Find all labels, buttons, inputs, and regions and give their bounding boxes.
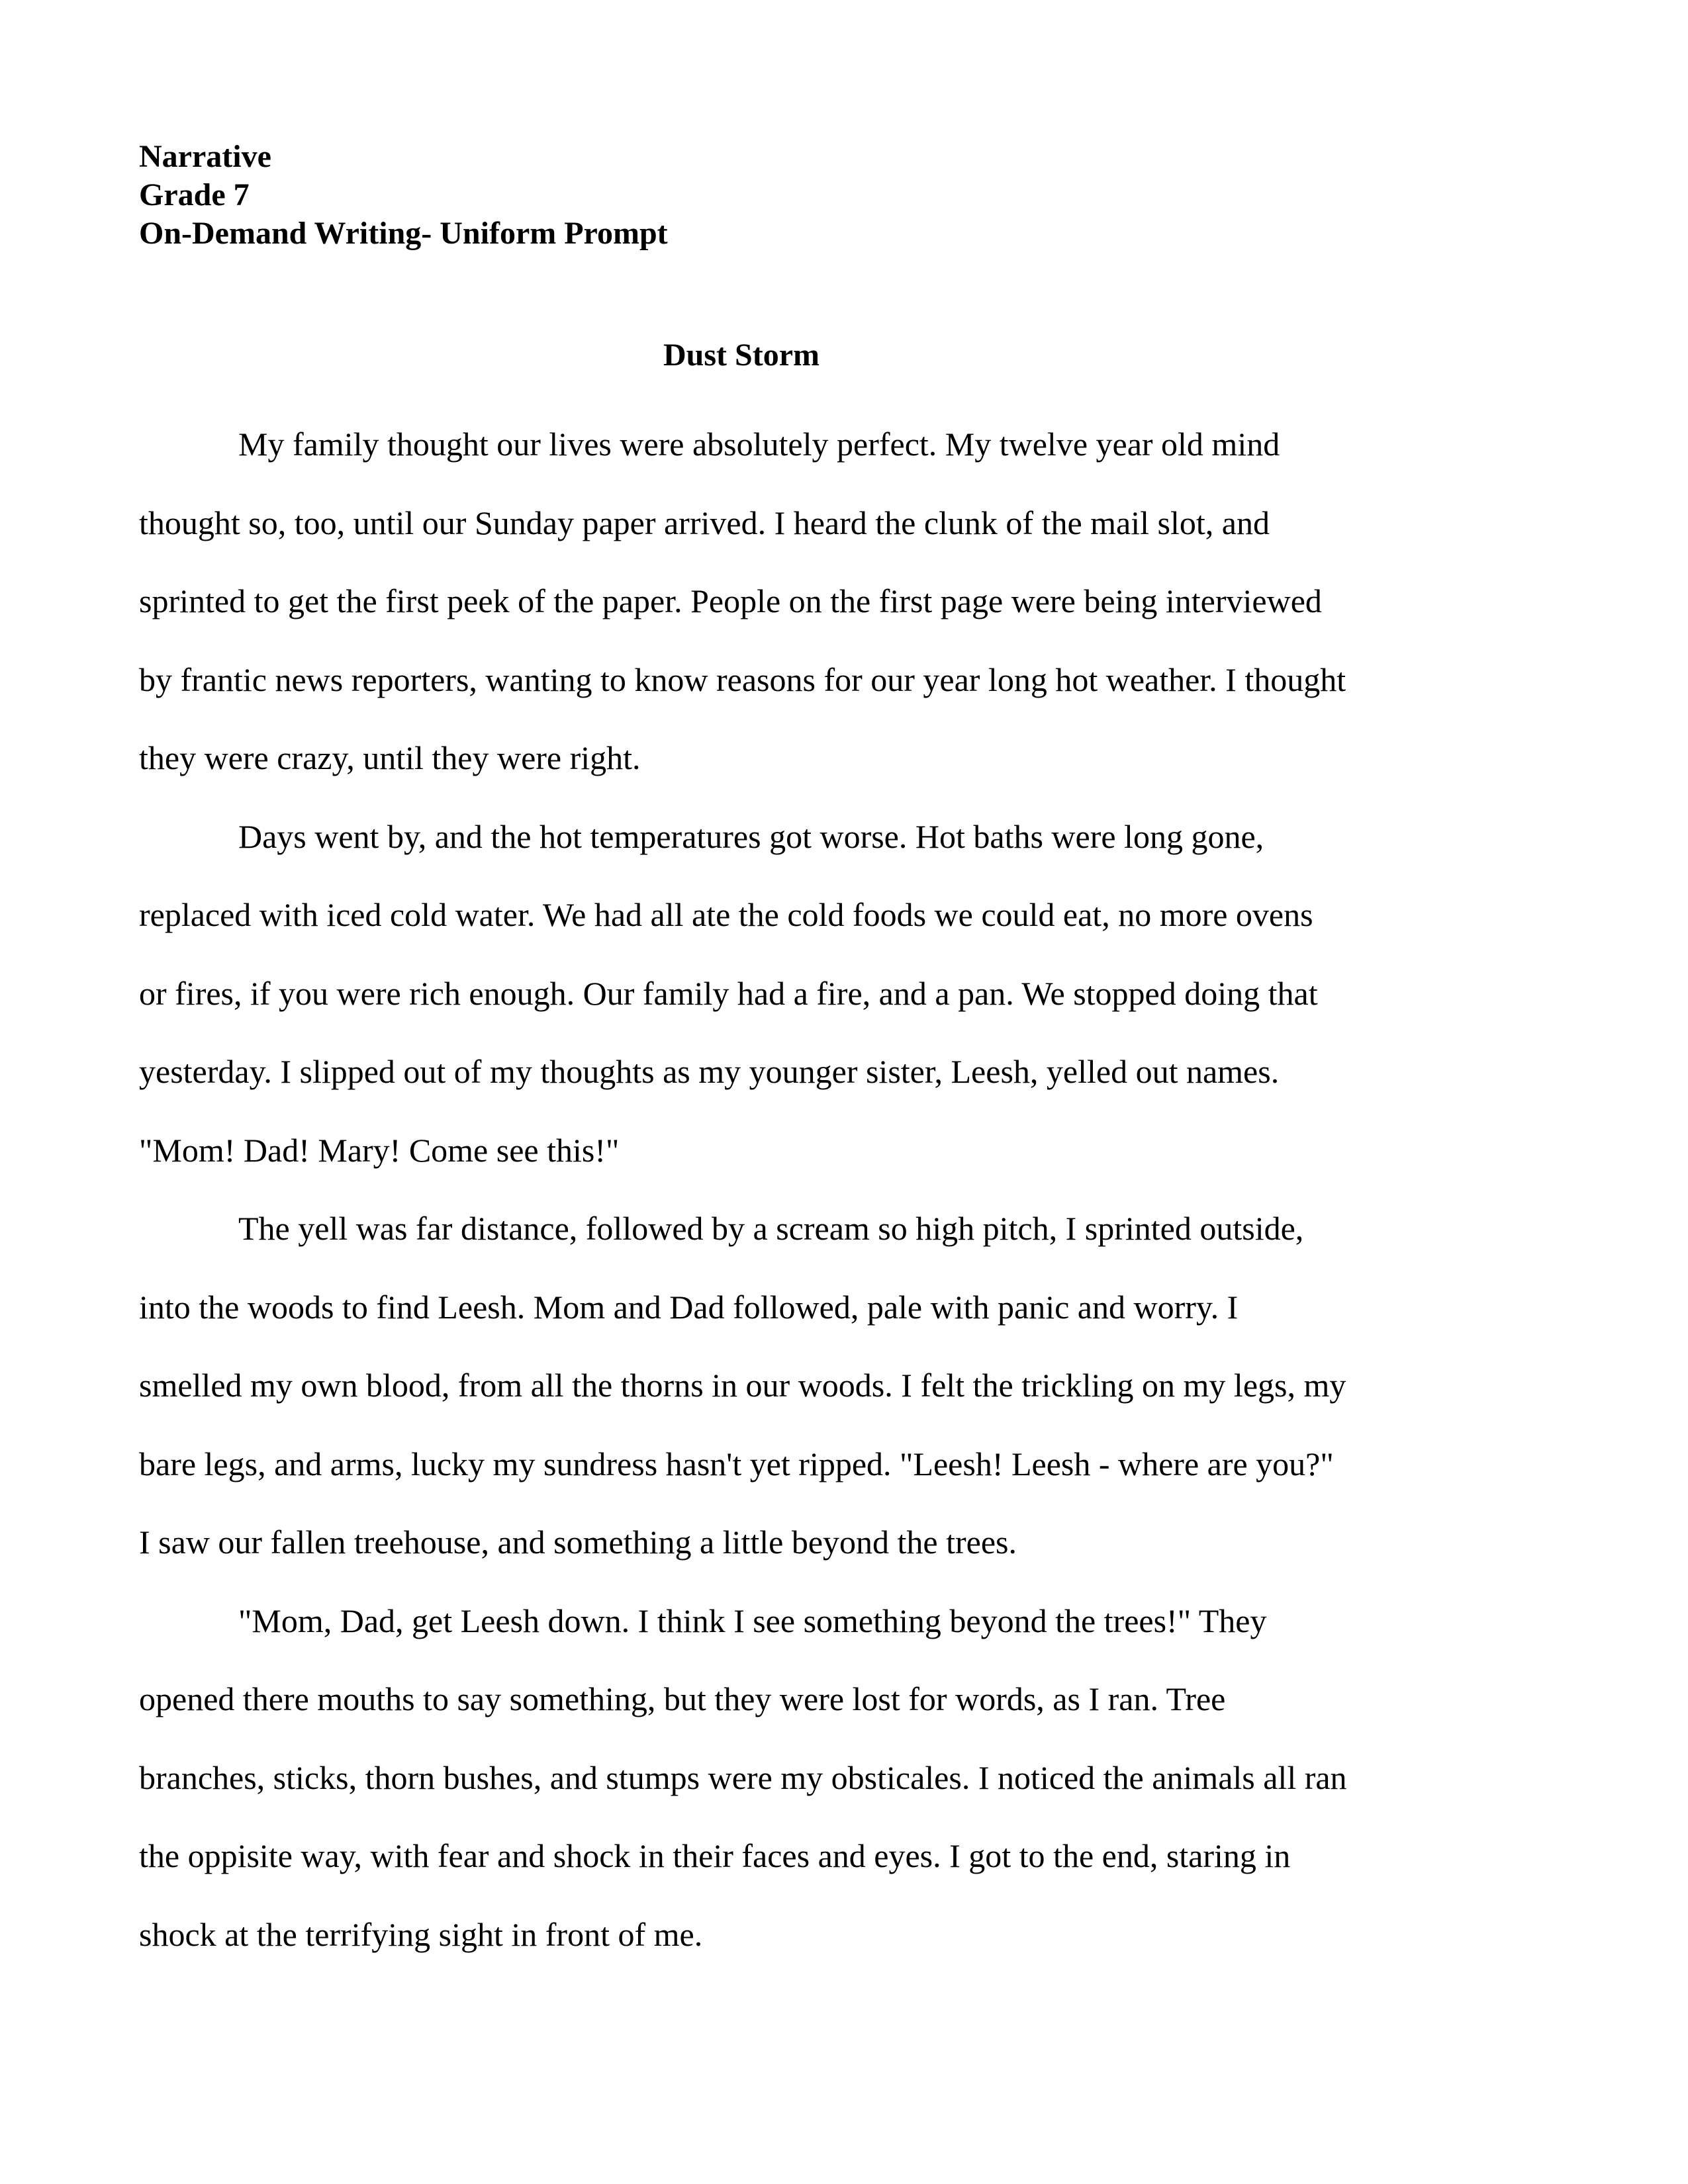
paragraph-line: into the woods to find Leesh. Mom and Dad followed, pale with panic and worry. I [139, 1288, 1239, 1326]
prompt-label: On-Demand Writing- Uniform Prompt [139, 216, 668, 251]
paragraph-line: shock at the terrifying sight in front of me. [139, 1915, 703, 1953]
paragraph-line: the oppisite way, with fear and shock in their faces and eyes. I got to the end, staring in [139, 1837, 1291, 1874]
paragraph-line: My family thought our lives were absolutely perfect. My twelve year old mind [238, 426, 1280, 463]
paragraph-line: "Mom! Dad! Mary! Come see this!" [139, 1131, 620, 1169]
paragraph-line: opened there mouths to say something, but they were lost for words, as I ran. Tree [139, 1680, 1226, 1717]
paragraph-line: branches, sticks, thorn bushes, and stumps were my obsticales. I noticed the animals all ran [139, 1758, 1347, 1796]
paragraph-line: The yell was far distance, followed by a scream so high pitch, I sprinted outside, [238, 1210, 1304, 1247]
document-header [139, 138, 668, 253]
paragraph-line: I saw our fallen treehouse, and something a little beyond the trees. [139, 1524, 1017, 1561]
grade-label: Grade 7 [139, 177, 250, 212]
paragraph-line: sprinted to get the first peek of the paper. People on the first page were being interviewed [139, 582, 1322, 619]
paragraph-line: by frantic news reporters, wanting to know reasons for our year long hot weather. I thought [139, 660, 1346, 698]
paragraph-line: yesterday. I slipped out of my thoughts as my younger sister, Leesh, yelled out names. [139, 1053, 1280, 1090]
paragraph-line: they were crazy, until they were right. [139, 739, 641, 776]
paragraph-line: "Mom, Dad, get Leesh down. I think I see something beyond the trees!" They [238, 1602, 1267, 1639]
paragraph-line: thought so, too, until our Sunday paper arrived. I heard the clunk of the mail slot, and [139, 504, 1270, 541]
story-body [139, 405, 1562, 1974]
paragraph-line: replaced with iced cold water. We had all ate the cold foods we could eat, no more ovens [139, 896, 1313, 933]
genre-label: Narrative [139, 139, 271, 174]
paragraph-line: or fires, if you were rich enough. Our family had a fire, and a pan. We stopped doing that [139, 974, 1318, 1012]
paragraph-line: bare legs, and arms, lucky my sundress hasn't yet ripped. "Leesh! Leesh - where are you?" [139, 1445, 1334, 1482]
story-title: Dust Storm [663, 338, 820, 373]
paragraph-line: Days went by, and the hot temperatures got worse. Hot baths were long gone, [238, 817, 1264, 855]
paragraph-line: smelled my own blood, from all the thorns in our woods. I felt the trickling on my legs, my [139, 1367, 1346, 1404]
